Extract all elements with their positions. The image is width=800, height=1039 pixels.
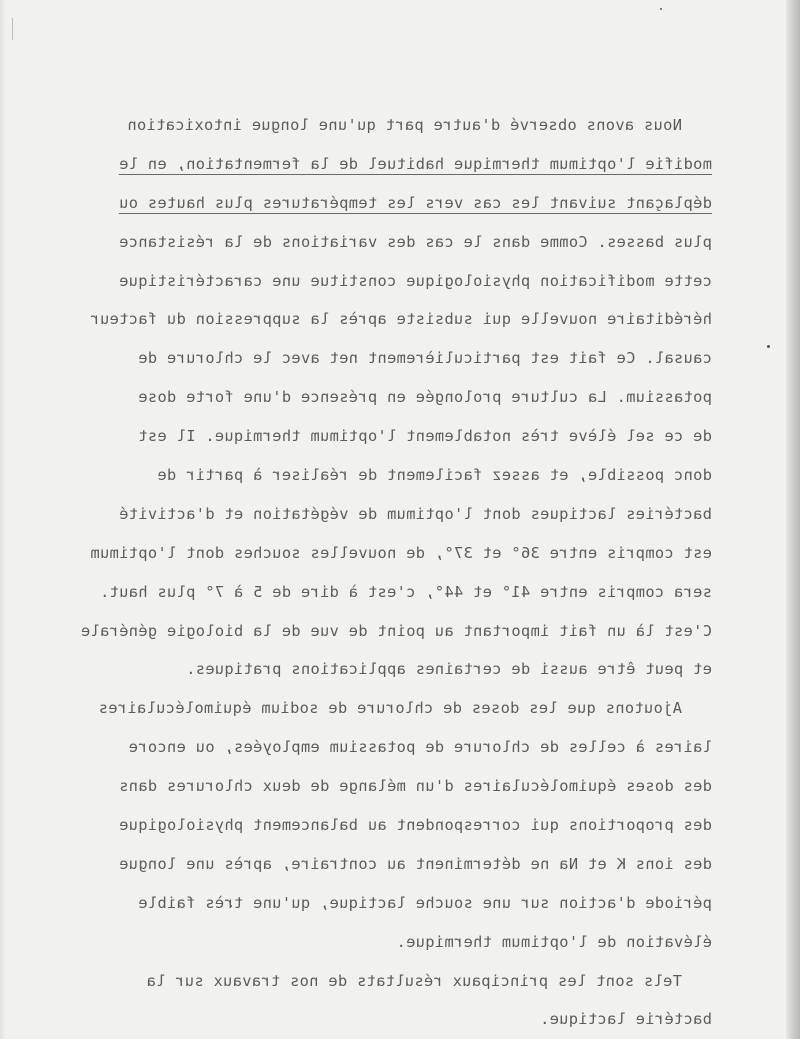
text-line: bactérie lactique.: [539, 1010, 712, 1029]
text-line: potassium. La culture prolongée en présence d'une forte dose: [138, 388, 712, 407]
text-line: période d'action sur une souche lactique, qu'une très faible: [138, 893, 712, 912]
text-line: est compris entre 36° et 37°, de nouvelles souches dont l'optimum: [90, 543, 712, 562]
text-line: des proportions qui correspondent au balancement physiologique: [118, 816, 712, 835]
text-line: des doses équimoléculaires d'un mélange de deux chlorures dans: [118, 777, 712, 796]
text-line: donc possible, et assez facilement de réaliser à partir de: [157, 466, 712, 485]
text-line: élévation de l'optimum thermique.: [396, 932, 712, 951]
text-line: C'est là un fait important au point de vue de la biologie générale: [80, 621, 712, 640]
text-line: plus basses. Comme dans le cas des variations de la résistance: [118, 232, 712, 251]
text-line: sera compris entre 41° et 44°, c'est à dire de 5 à 7° plus haut.: [99, 582, 712, 601]
text-line: laires à celles de chlorure de potassium employées, ou encore: [128, 738, 712, 757]
text-line: de ce sel élève très notablement l'optimum thermique. Il est: [138, 427, 712, 446]
text-line: déplaçant suivant les cas vers les températures plus hautes ou: [118, 193, 712, 212]
text-line: bactéries lactiques dont l'optimum de végétation et d'activité: [118, 504, 712, 523]
text-line: Ajoutons que les doses de chlorure de sodium équimoléculaires: [98, 699, 682, 718]
text-line: Tels sont les principaux résultats de nos travaux sur la: [146, 971, 682, 990]
text-line: héréditaire nouvelle qui subsiste après la suppression du facteur: [90, 310, 712, 329]
typewritten-body: [0, 106, 712, 1039]
text-line: cette modification physiologique constitue une caractéristique: [118, 271, 712, 290]
text-line: causal. Ce fait est particulièrement net avec le chlorure de: [138, 349, 712, 368]
text-line: et peut être aussi de certaines applications pratiques.: [185, 660, 712, 679]
text-line: des ions K et Na ne déterminent au contraire, après une longue: [118, 854, 712, 873]
text-line: modifie l'optimum thermique habituel de la fermentation, en le: [118, 154, 712, 173]
text-line: Nous avons observé d'autre part qu'une longue intoxication: [127, 116, 682, 134]
